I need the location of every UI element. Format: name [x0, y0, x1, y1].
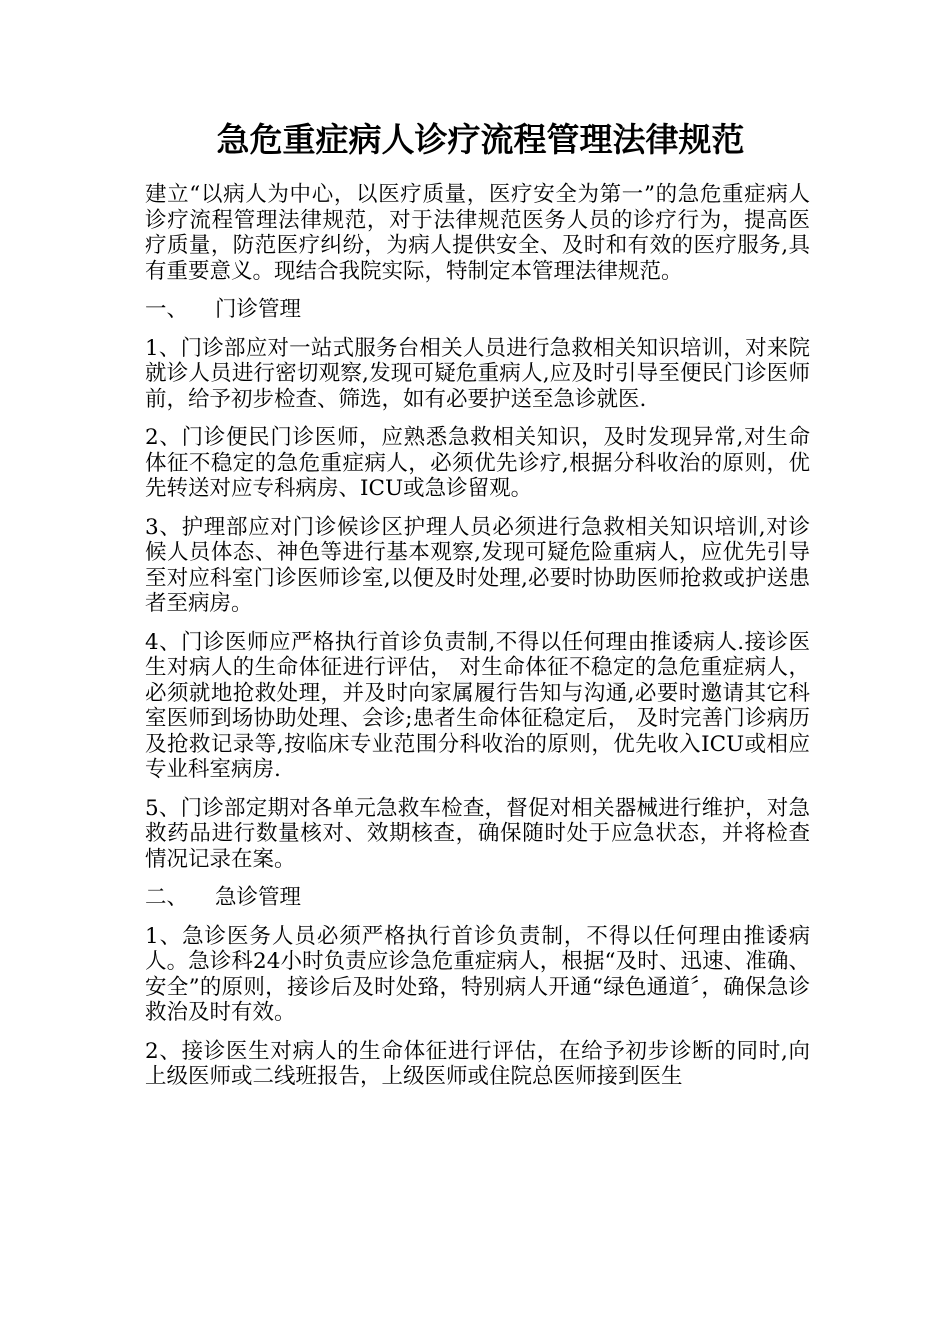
section-number: 二、	[145, 885, 189, 910]
section-number: 一、	[145, 297, 189, 322]
outpatient-item-3: 3、护理部应对门诊候诊区护理人员必须进行急救相关知识培训,对诊候人员体态、神色等进行基本观察,发现可疑危险重病人，应优先引导至对应科室门诊医师诊室,以便及时处理,必要时协助医师抢救或护送患者至病房。	[145, 514, 810, 616]
section-heading-emergency	[145, 885, 810, 911]
outpatient-item-1: 1、门诊部应对一站式服务台相关人员进行急救相关知识培训，对来院就诊人员进行密切观察,发现可疑危重病人,应及时引导至便民门诊医师前，给予初步检查、筛选，如有必要护送至急诊就医.	[145, 335, 810, 412]
outpatient-item-2: 2、门诊便民门诊医师，应熟悉急救相关知识，及时发现异常,对生命体征不稳定的急危重症病人，必须优先诊疗,根据分科收治的原则，优先转送对应专科病房、ICU或急诊留观。	[145, 425, 810, 501]
emergency-item-1: 1、急诊医务人员必须严格执行首诊负责制，不得以任何理由推诿病人。急诊科24小时负责应诊急危重症病人，根据“及时、迅速、准确、安全”的原则，接诊后及时处臵，特别病人开通“绿色通道〞，确保急诊救治及时有效。	[145, 923, 810, 1025]
outpatient-item-5: 5、门诊部定期对各单元急救车检查，督促对相关器械进行维护，对急救药品进行数量核对、效期核查，确保随时处于应急状态，并将检查情况记录在案。	[145, 795, 810, 872]
section-title: 急诊管理	[215, 885, 302, 910]
document-page	[145, 112, 810, 1103]
section-heading-outpatient	[145, 297, 810, 323]
document-title: 急危重症病人诊疗流程管理法律规范	[216, 120, 745, 159]
outpatient-item-4: 4、门诊医师应严格执行首诊负责制,不得以任何理由推诿病人.接诊医生对病人的生命体征进行评估， 对生命体征不稳定的急危重症病人，必须就地抢救处理，并及时向家属履行告知与沟通,必要时邀请其它科室医师到场协助处理、会诊;患者生命体征稳定后， 及时完善门诊病历及抢救记录等,按临床专业范围分科收治的原则，优先收入ICU或相应专业科室病房.	[145, 629, 810, 782]
section-title: 门诊管理	[215, 297, 302, 322]
emergency-item-2: 2、接诊医生对病人的生命体征进行评估，在给予初步诊断的同时,向上级医师或二线班报告，上级医师或住院总医师接到医生	[145, 1038, 810, 1089]
intro-paragraph: 建立“以病人为中心，以医疗质量，医疗安全为第一”的急危重症病人诊疗流程管理法律规范，对于法律规范医务人员的诊疗行为，提高医疗质量，防范医疗纠纷，为病人提供安全、及时和有效的医疗服务,具有重要意义。现结合我院实际，特制定本管理法律规范。	[145, 182, 810, 284]
